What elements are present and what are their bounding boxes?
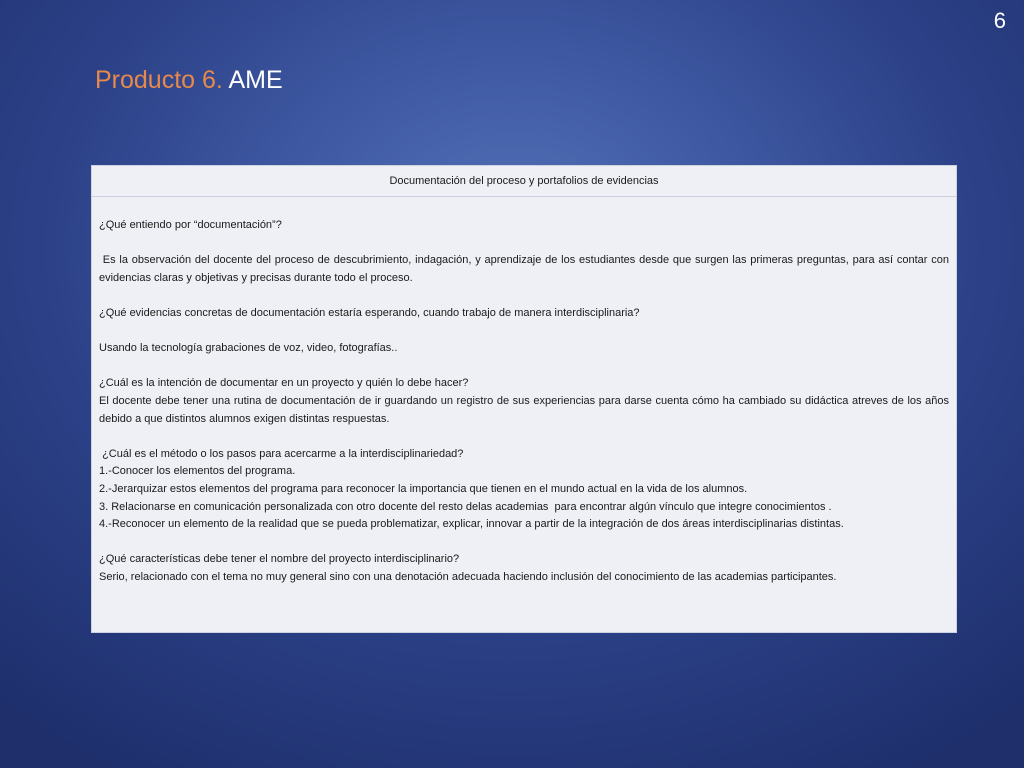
method-step: 2.-Jerarquizar estos elementos del programa para reconocer la importancia que tienen en el mundo actual en la vida de los alumnos. — [99, 482, 748, 495]
documentation-table — [91, 165, 957, 633]
table-header: Documentación del proceso y portafolios de evidencias — [92, 166, 956, 197]
question-documentation: ¿Qué entiendo por “documentación”? — [99, 219, 282, 231]
table-body — [92, 197, 956, 586]
answer-project-name: Serio, relacionado con el tema no muy general sino con una denotación adecuada haciendo inclusión del conocimiento de las academias participantes. — [99, 570, 837, 583]
answer-intention: El docente debe tener una rutina de documentación de ir guardando un registro de sus experiencias para darse cuenta cómo ha cambiado su didáctica atreves de los años debido a que distintos alumnos exigen distintas respuestas. — [99, 394, 949, 425]
slide-title-accent: Producto 6. — [95, 66, 223, 94]
question-intention: ¿Cuál es la intención de documentar en un proyecto y quién lo debe hacer? — [99, 377, 469, 390]
method-step: 3. Relacionarse en comunicación personalizada con otro docente del resto delas academias para encontrar algún vínculo que integre conocimientos . — [99, 500, 832, 513]
answer-documentation: Es la observación del docente del proceso de descubrimiento, indagación, y aprendizaje de los estudiantes desde que surgen las primeras preguntas, para así contar con evidencias claras y objetivas y precisas durante todo el proceso. — [99, 254, 953, 284]
question-project-name: ¿Qué características debe tener el nombre del proyecto interdisciplinario? — [99, 553, 460, 566]
answer-evidence: Usando la tecnología grabaciones de voz, video, fotografías.. — [99, 342, 398, 355]
slide-title-rest: AME — [228, 66, 283, 94]
question-evidence: ¿Qué evidencias concretas de documentación estaría esperando, cuando trabajo de manera interdisciplinaria? — [99, 306, 640, 319]
method-step: 1.-Conocer los elementos del programa. — [99, 465, 296, 478]
slide-title — [95, 66, 283, 95]
page-number: 6 — [993, 8, 1006, 33]
method-step: 4.-Reconocer un elemento de la realidad que se pueda problematizar, explicar, innovar a partir de la integración de dos áreas interdisciplinarias distintas. — [99, 518, 844, 531]
question-method: ¿Cuál es el método o los pasos para acercarme a la interdisciplinariedad? — [99, 447, 464, 460]
